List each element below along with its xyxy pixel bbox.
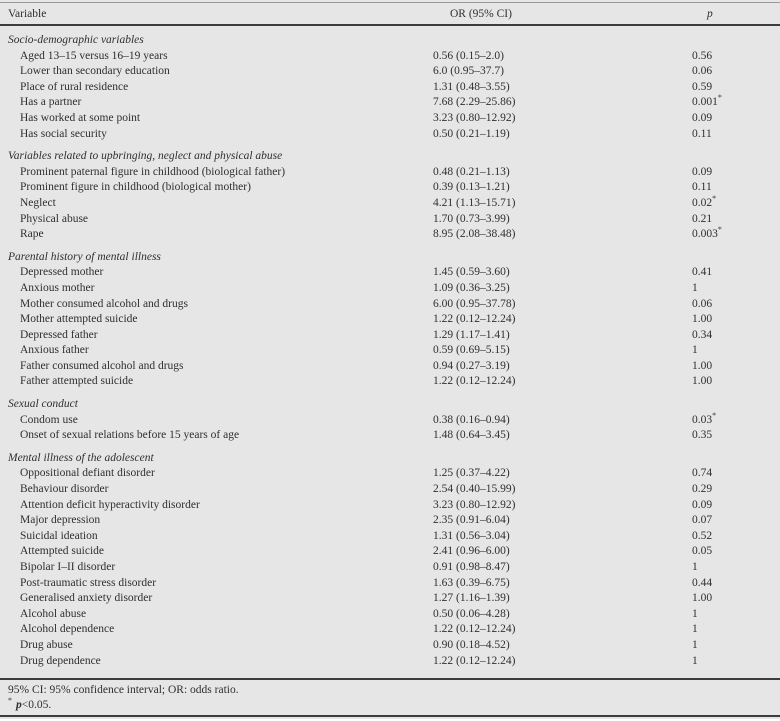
table-row [0,180,780,196]
cell-p-value: 0.02* [692,194,717,209]
table-row [0,482,780,498]
cell-variable: Father consumed alcohol and drugs [20,359,184,372]
table-row [0,95,780,111]
cell-variable: Onset of sexual relations before 15 years of age [20,429,240,442]
table-row [0,622,780,638]
cell-variable: Depressed father [20,328,98,341]
significance-marker: * [717,93,722,103]
cell-or-ci: 1.70 (0.73–3.99) [433,212,510,225]
cell-or-ci: 1.22 (0.12–12.24) [433,313,516,326]
table-row [0,529,780,545]
cell-variable: Suicidal ideation [20,529,98,542]
cell-p-value: 1 [692,344,698,357]
cell-p-value: 0.56 [692,49,713,62]
cell-p-value: 0.29 [692,483,713,496]
cell-p-value: 1 [692,561,698,573]
cell-variable: Attempted suicide [20,545,104,558]
cell-p-value: 1 [692,623,698,636]
significance-condition: <0.05. [21,699,52,712]
cell-variable: Alcohol dependence [20,623,115,636]
significance-marker: * [712,194,717,204]
cell-variable: Depressed mother [20,266,104,279]
cell-or-ci: 1.09 (0.36–3.25) [433,281,510,294]
cell-variable: Post-traumatic stress disorder [20,576,157,589]
cell-p-value: 0.06 [692,65,713,78]
cell-p-value: 0.09 [692,165,713,178]
cell-p-value: 0.003* [692,225,722,241]
cell-p-value: 0.03* [692,410,717,426]
table-section [0,390,780,444]
cell-or-ci: 3.23 (0.80–12.92) [433,498,516,511]
cell-p-value: 0.09 [692,111,713,124]
cell-p-value: 1 [692,654,698,667]
cell-p-value: 0.11 [692,127,712,140]
cell-variable: Mother attempted suicide [20,313,138,326]
footnote-significance [8,698,780,713]
cell-or-ci: 0.94 (0.27–3.19) [433,359,510,372]
cell-p-value: 0.44 [692,576,713,589]
cell-variable: Has social security [20,127,107,140]
cell-variable: Prominent figure in childhood (biological mother) [20,181,251,194]
cell-or-ci: 1.31 (0.48–3.55) [433,80,510,93]
section-heading: Mental illness of the adolescent [8,451,154,464]
table-row [0,80,780,96]
cell-or-ci: 4.21 (1.13–15.71) [433,196,516,209]
cell-variable: Place of rural residence [20,80,129,93]
table-body [0,26,780,678]
cell-variable: Father attempted suicide [20,375,134,388]
cell-or-ci: 0.38 (0.16–0.94) [433,413,510,426]
cell-p-value: 1.00 [692,592,713,605]
table-row [0,428,780,444]
table-row [0,410,780,429]
table-row [0,513,780,529]
cell-variable: Bipolar I–II disorder [20,561,116,573]
section-heading: Parental history of mental illness [8,250,161,263]
cell-or-ci: 0.90 (0.18–4.52) [433,638,510,651]
cell-variable: Lower than secondary education [20,65,170,78]
table-row [0,265,780,281]
cell-variable: Anxious father [20,344,89,357]
cell-or-ci: 1.22 (0.12–12.24) [433,623,516,636]
cell-p-value: 0.59 [692,80,713,93]
table-row [0,165,780,181]
cell-or-ci: 1.22 (0.12–12.24) [433,375,516,388]
cell-variable: Behaviour disorder [20,483,109,496]
significance-marker: * [712,410,717,420]
cell-variable: Alcohol abuse [20,607,87,620]
cell-p-value: 0.74 [692,467,713,480]
cell-variable: Generalised anxiety disorder [20,592,153,605]
cell-variable: Physical abuse [20,212,89,225]
table-row [0,212,780,228]
cell-p-value: 1 [692,638,698,651]
table-row [0,49,780,65]
cell-variable: Prominent paternal figure in childhood (biological father) [20,165,286,178]
cell-or-ci: 0.48 (0.21–1.13) [433,165,510,178]
table-row [0,328,780,344]
table-row [0,312,780,328]
cell-or-ci: 0.50 (0.21–1.19) [433,127,510,140]
cell-p-value: 0.07 [692,514,713,527]
cell-or-ci: 0.59 (0.69–5.15) [433,344,510,357]
cell-p-value: 1.00 [692,375,713,388]
table-footnotes [0,678,780,717]
table-row [0,297,780,313]
cell-variable: Attention deficit hyperactivity disorder [20,498,200,511]
column-header-variable: Variable [8,7,47,20]
cell-or-ci: 6.0 (0.95–37.7) [433,65,504,78]
cell-variable: Condom use [20,413,78,426]
table-header-row [0,3,780,26]
cell-variable: Drug dependence [20,654,101,667]
cell-or-ci: 3.23 (0.80–12.92) [433,111,516,124]
cell-p-value: 0.34 [692,328,713,341]
cell-or-ci: 1.25 (0.37–4.22) [433,467,510,480]
table-row [0,591,780,607]
cell-or-ci: 1.31 (0.56–3.04) [433,529,510,542]
table-row [0,638,780,654]
cell-variable: Has worked at some point [20,111,141,124]
table-row [0,111,780,127]
cell-variable: Has a partner [20,96,82,109]
table-row [0,359,780,375]
table-section [0,142,780,243]
cell-p-value: 0.35 [692,429,713,442]
cell-p-value: 0.41 [692,266,713,279]
cell-or-ci: 8.95 (2.08–38.48) [433,228,516,241]
section-heading: Socio-demographic variables [8,34,144,46]
cell-p-value: 1 [692,281,698,294]
table-row [0,607,780,623]
table-row [0,196,780,212]
table-row [0,576,780,592]
table-row [0,498,780,514]
cell-or-ci: 1.45 (0.59–3.60) [433,266,510,279]
cell-variable: Drug abuse [20,638,73,651]
cell-or-ci: 1.63 (0.39–6.75) [433,576,510,589]
cell-or-ci: 1.27 (1.16–1.39) [433,592,510,605]
footnote-abbreviations: 95% CI: 95% confidence interval; OR: odds ratio. [8,684,239,697]
cell-or-ci: 0.56 (0.15–2.0) [433,49,504,62]
cell-variable: Oppositional defiant disorder [20,467,155,480]
table-row [0,343,780,359]
cell-p-value: 1.00 [692,313,713,326]
cell-p-value: 1 [692,607,698,620]
section-heading: Variables related to upbringing, neglect and physical abuse [8,150,283,163]
cell-p-value: 0.001* [692,93,722,109]
section-heading: Sexual conduct [8,398,78,411]
cell-or-ci: 0.39 (0.13–1.21) [433,181,510,194]
cell-or-ci: 2.54 (0.40–15.99) [433,483,516,496]
cell-or-ci: 1.22 (0.12–12.24) [433,654,516,667]
cell-p-value: 0.52 [692,529,713,542]
table-row [0,374,780,390]
cell-or-ci: 7.68 (2.29–25.86) [433,96,516,109]
table-row [0,654,780,670]
cell-p-value: 0.06 [692,297,713,310]
column-header-p: p [707,7,713,20]
table-row [0,544,780,560]
significance-marker: * [717,225,722,235]
cell-p-value: 1.00 [692,359,713,372]
cell-variable: Major depression [20,514,101,527]
cell-p-value: 0.11 [692,181,712,194]
table-row [0,227,780,243]
cell-or-ci: 0.50 (0.06–4.28) [433,607,510,620]
cell-p-value: 0.05 [692,545,713,558]
table-row [0,281,780,297]
cell-variable: Mother consumed alcohol and drugs [20,297,188,310]
p-symbol: p [16,699,22,712]
significance-marker: * [8,696,12,706]
cell-p-value: 0.09 [692,498,713,511]
cell-or-ci: 2.41 (0.96–6.00) [433,545,510,558]
table-row [0,64,780,80]
table-section [0,243,780,390]
cell-or-ci: 1.48 (0.64–3.45) [433,429,510,442]
cell-p-value: 0.21 [692,212,713,225]
cell-variable: Aged 13–15 versus 16–19 years [20,49,168,62]
column-header-or-ci: OR (95% CI) [450,7,512,20]
table-row [0,127,780,143]
cell-variable: Neglect [20,196,56,209]
cell-variable: Rape [20,228,44,241]
cell-or-ci: 2.35 (0.91–6.04) [433,514,510,527]
table-section [0,26,780,142]
cell-or-ci: 1.29 (1.17–1.41) [433,328,510,341]
cell-or-ci: 6.00 (0.95–37.78) [433,297,516,310]
table-row [0,560,780,576]
table-section [0,444,780,669]
table-row [0,466,780,482]
cell-or-ci: 0.91 (0.98–8.47) [433,561,510,573]
cell-variable: Anxious mother [20,281,95,294]
